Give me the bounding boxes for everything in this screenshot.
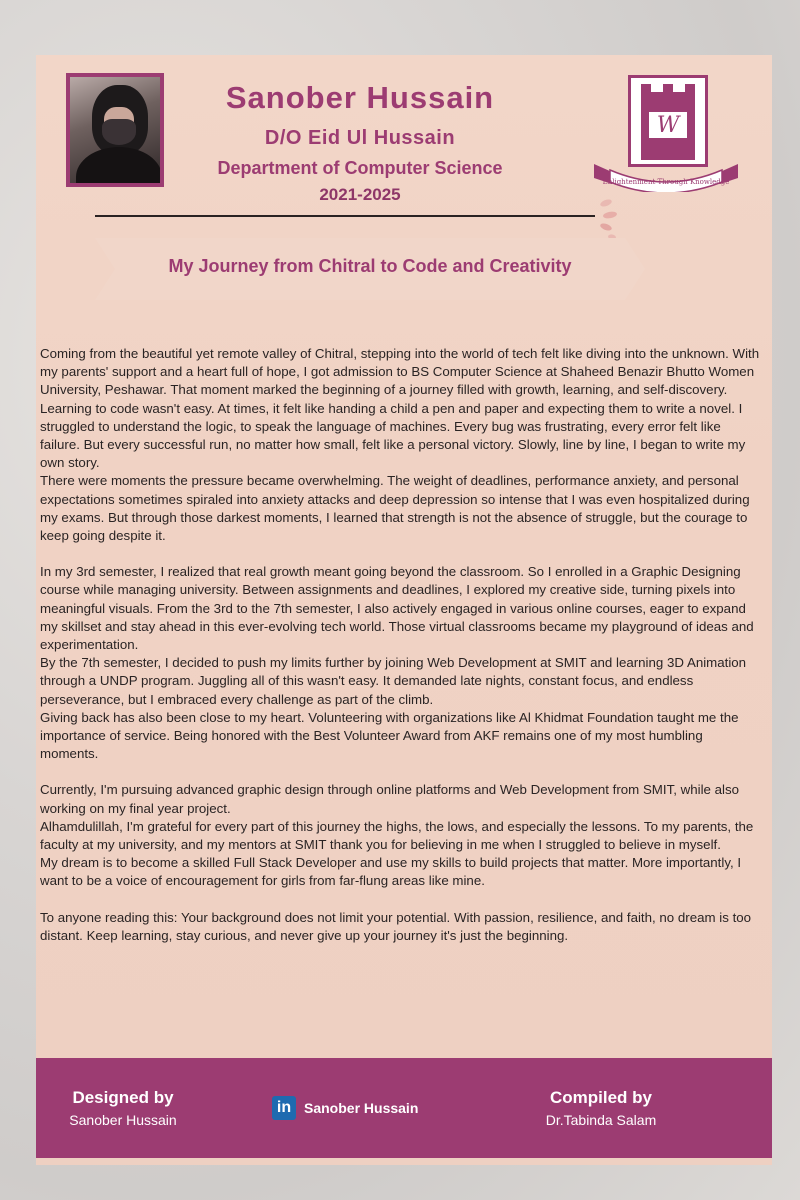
compiler-name: Dr.Tabinda Salam xyxy=(545,1112,657,1128)
parent-line: D/O Eid Ul Hussain xyxy=(264,127,456,149)
designer-name: Sanober Hussain xyxy=(69,1112,177,1128)
paragraph-1: Coming from the beautiful yet remote valley of Chitral, stepping into the world of tech felt like diving into the unknown. With my parents' support and a heart full of hope, I got admission to BS Computer Science at Shaheed Benazir Bhutto Women University, Peshawar. That moment marked the beginning of a journey filled with growth, learning, and self-discovery. xyxy=(40,346,760,398)
compiled-by xyxy=(536,1088,666,1128)
paragraph-2: Learning to code wasn't easy. At times, it felt like handing a child a pen and paper and expecting them to write a novel. I struggled to understand the logic, to speak the language of machines. Every bug was frustrating, every error felt like failure. But every successful run, no matter how small, felt like a personal victory. Slowly, line by line, I began to write my own story. xyxy=(40,400,746,471)
paragraph-10: To anyone reading this: Your background does not limit your potential. With passion, resilience, and faith, no dream is too distant. Keep learning, stay curious, and never give up your journey it's just the beginning. xyxy=(40,909,752,943)
leaf-decoration-icon xyxy=(596,195,626,243)
designed-by-label: Designed by xyxy=(72,1088,174,1107)
paragraph-4: In my 3rd semester, I realized that real growth meant going beyond the classroom. So I enrolled in a Graphic Designing course while managing university. Between assignments and deadlines, I explored my creative side, turning pixels into meaningful visuals. From the 3rd to the 7th semester, I also actively engaged in various online courses, eager to expand my skillset and stay ahead in this ever-evolving tech world. Those virtual classrooms became my playground of ideas and experimentation. xyxy=(40,564,754,653)
linkedin-link[interactable] xyxy=(272,1096,418,1120)
footer-bar xyxy=(36,1058,772,1158)
header-divider xyxy=(95,215,595,217)
logo-letter: W xyxy=(656,113,680,138)
paragraph-7: Currently, I'm pursuing advanced graphic design through online platforms and Web Development from SMIT, while also working on my final year project. xyxy=(40,782,740,816)
logo-motto-ribbon xyxy=(592,158,740,192)
department: Department of Computer Science xyxy=(217,158,503,178)
student-name: Sanober Hussain xyxy=(225,80,495,115)
paragraph-9: My dream is to become a skilled Full Stack Developer and use my skills to build projects that matter. More importantly, I want to be a voice of encouragement for girls from far-flung areas like mine. xyxy=(40,855,742,889)
paragraph-5: By the 7th semester, I decided to push my limits further by joining Web Development at SMIT and learning 3D Animation through a UNDP program. Juggling all of this wasn't easy. It demanded late nights, constant focus, and endless perseverance, but I embraced every challenge as part of the climb. xyxy=(40,655,747,707)
story-body xyxy=(40,345,762,945)
designed-by xyxy=(58,1088,188,1128)
profile-photo xyxy=(66,73,164,187)
linkedin-icon: in xyxy=(272,1096,296,1120)
compiled-by-label: Compiled by xyxy=(549,1088,652,1107)
logo-motto: Enlightenment Through Knowledge xyxy=(602,178,730,186)
session-years: 2021-2025 xyxy=(319,185,401,204)
story-title: My Journey from Chitral to Code and Creativity xyxy=(168,256,572,276)
university-logo xyxy=(628,75,708,167)
castle-tower-icon xyxy=(631,78,705,164)
paragraph-8: Alhamdulillah, I'm grateful for every part of this journey the highs, the lows, and especially the lessons. To my parents, the faculty at my university, and my mentors at SMIT thank you for believing in me when I struggled to believe in myself. xyxy=(40,818,754,853)
paragraph-3: There were moments the pressure became overwhelming. The weight of deadlines, performance anxiety, and personal expectations sometimes spiraled into anxiety attacks and deep depression so intense that I was even hospitalized during my exams. But through those darkest moments, I learned that strength is not the absence of struggle, but the courage to keep going despite it. xyxy=(40,473,750,544)
linkedin-name: Sanober Hussain xyxy=(304,1100,419,1116)
paragraph-6: Giving back has also been close to my heart. Volunteering with organizations like Al Khidmat Foundation taught me the importance of service. Being honored with the Best Volunteer Award from AKF remains one of my most humbling moments. xyxy=(40,709,739,762)
